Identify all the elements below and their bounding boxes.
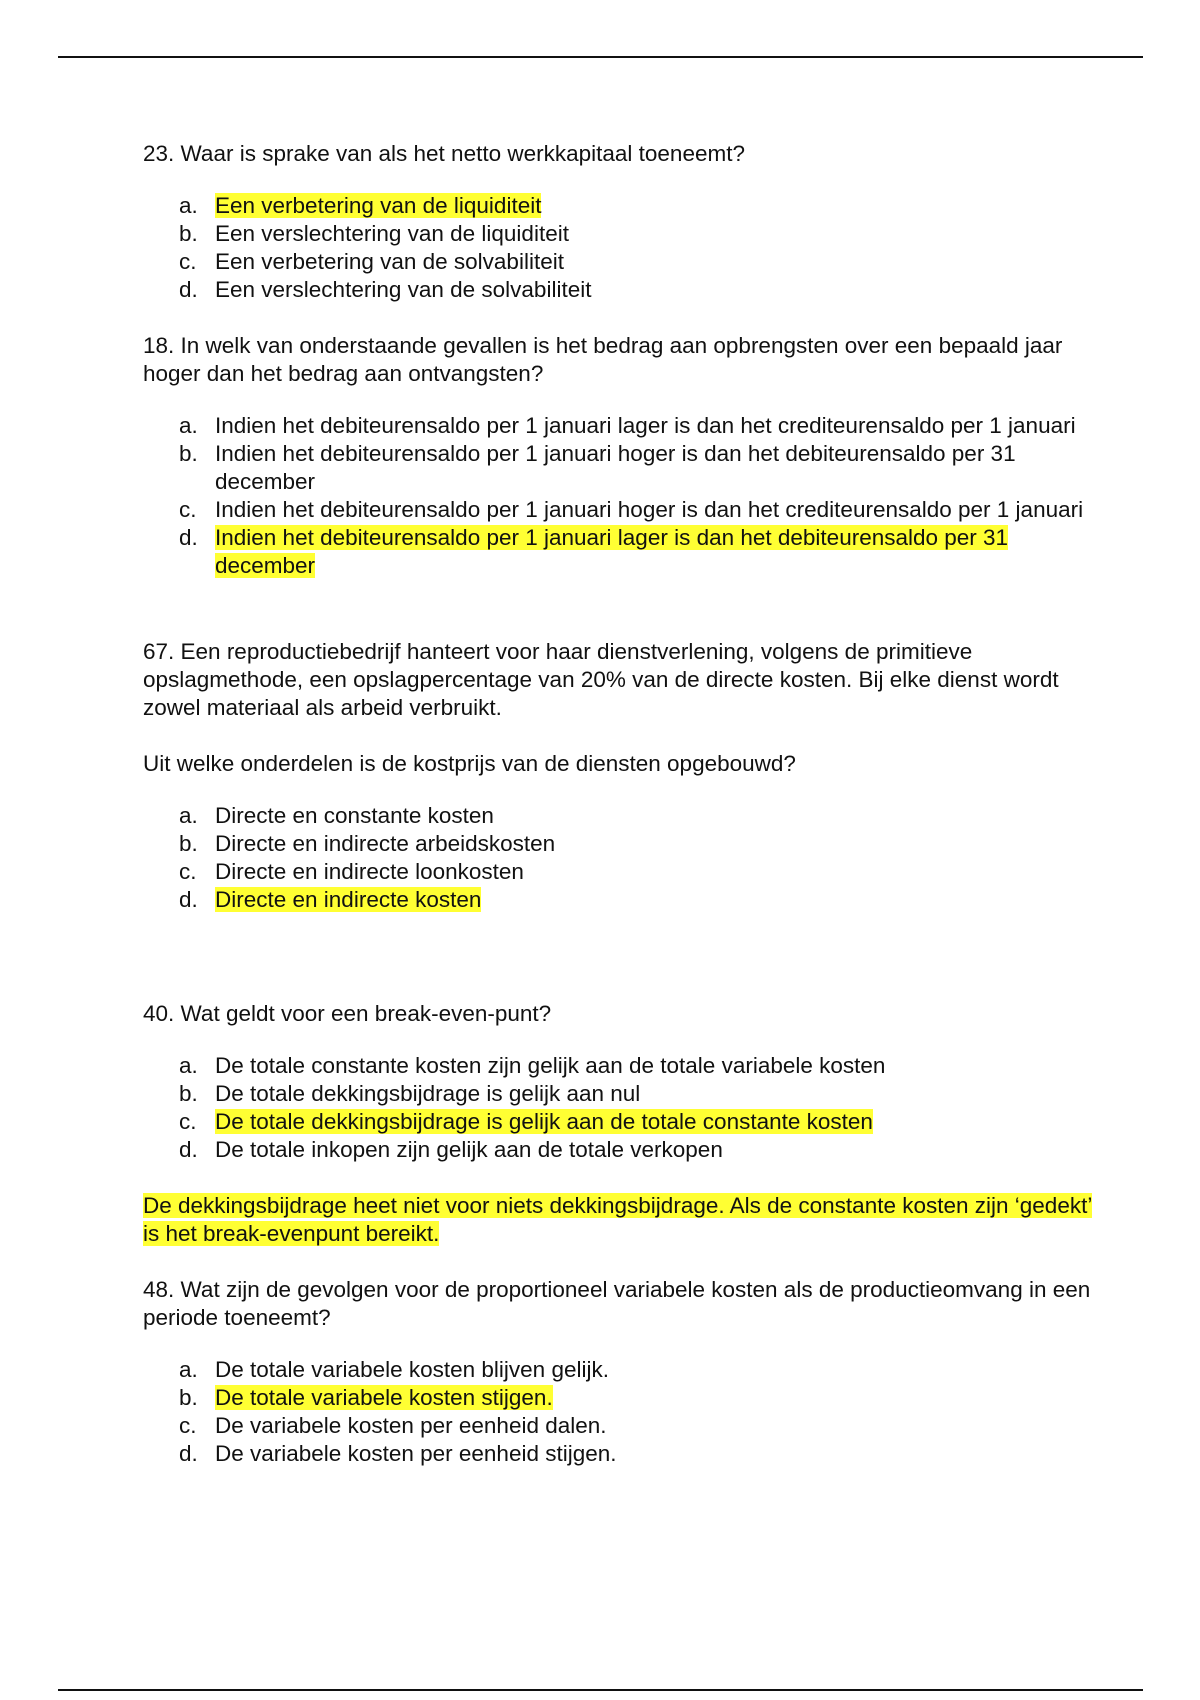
answer-options: [143, 412, 1103, 580]
answer-option: a. Indien het debiteurensaldo per 1 januari lager is dan het crediteurensaldo per 1 januari: [179, 413, 1076, 438]
question-text: 18. In welk van onderstaande gevallen is het bedrag aan opbrengsten over een bepaald jaar hoger dan het bedrag aan ontvangsten?: [143, 333, 1063, 386]
answer-option: c. Een verbetering van de solvabiliteit: [179, 249, 564, 274]
question-48: [143, 1276, 1103, 1468]
answer-option: b. Een verslechtering van de liquiditeit: [179, 221, 569, 246]
answer-option: a. Directe en constante kosten: [179, 803, 494, 828]
answer-option: d. Directe en indirecte kosten: [179, 887, 482, 912]
answer-options: [143, 1356, 1103, 1468]
answer-options: [143, 1052, 1103, 1164]
answer-option: c. De variabele kosten per eenheid dalen.: [179, 1413, 607, 1438]
answer-option: b. Directe en indirecte arbeidskosten: [179, 831, 556, 856]
answer-option: b. De totale variabele kosten stijgen.: [179, 1385, 553, 1410]
footer-rule: [58, 1689, 1143, 1691]
answer-option: c. Indien het debiteurensaldo per 1 januari hoger is dan het crediteurensaldo per 1 januari: [179, 497, 1084, 522]
question-67: [143, 638, 1103, 914]
answer-option: a. De totale variabele kosten blijven gelijk.: [179, 1357, 609, 1382]
answer-option: c. De totale dekkingsbijdrage is gelijk aan de totale constante kosten: [179, 1109, 873, 1134]
sub-question-text: Uit welke onderdelen is de kostprijs van de diensten opgebouwd?: [143, 751, 796, 776]
answer-option: a. De totale constante kosten zijn gelijk aan de totale variabele kosten: [179, 1053, 886, 1078]
document-body: [143, 140, 1103, 1468]
answer-option: d. De variabele kosten per eenheid stijgen.: [179, 1441, 617, 1466]
answer-option: d. Indien het debiteurensaldo per 1 januari lager is dan het debiteurensaldo per 31 december: [179, 525, 1009, 578]
question-text: 40. Wat geldt voor een break-even-punt?: [143, 1001, 552, 1026]
question-text: 48. Wat zijn de gevolgen voor de proportioneel variabele kosten als de productieomvang in een periode toeneemt?: [143, 1277, 1091, 1330]
answer-option: d. Een verslechtering van de solvabiliteit: [179, 277, 592, 302]
highlighted-answer: De totale dekkingsbijdrage is gelijk aan de totale constante kosten: [215, 1109, 873, 1134]
explanation-note: De dekkingsbijdrage heet niet voor niets dekkingsbijdrage. Als de constante kosten zijn ‘gedekt’ is het break-evenpunt bereikt.: [143, 1193, 1093, 1246]
highlighted-answer: Indien het debiteurensaldo per 1 januari lager is dan het debiteurensaldo per 31 december: [215, 525, 1009, 578]
answer-options: [143, 192, 1103, 304]
highlighted-answer: Een verbetering van de liquiditeit: [215, 193, 542, 218]
question-text: 23. Waar is sprake van als het netto werkkapitaal toeneemt?: [143, 141, 745, 166]
question-text: 67. Een reproductiebedrijf hanteert voor haar dienstverlening, volgens de primitieve opslagmethode, een opslagpercentage van 20% van de directe kosten. Bij elke dienst wordt zowel materiaal als arbeid verbruikt.: [143, 639, 1059, 720]
answer-option: b. Indien het debiteurensaldo per 1 januari hoger is dan het debiteurensaldo per 31 december: [179, 441, 1016, 494]
question-40: [143, 1000, 1103, 1248]
answer-option: c. Directe en indirecte loonkosten: [179, 859, 524, 884]
answer-options: [143, 802, 1103, 914]
answer-option: b. De totale dekkingsbijdrage is gelijk aan nul: [179, 1081, 641, 1106]
highlighted-answer: Directe en indirecte kosten: [215, 887, 482, 912]
question-18: [143, 332, 1103, 580]
answer-option: a. Een verbetering van de liquiditeit: [179, 193, 542, 218]
answer-option: d. De totale inkopen zijn gelijk aan de totale verkopen: [179, 1137, 723, 1162]
highlighted-answer: De totale variabele kosten stijgen.: [215, 1385, 553, 1410]
header-rule: [58, 56, 1143, 58]
question-23: [143, 140, 1103, 304]
